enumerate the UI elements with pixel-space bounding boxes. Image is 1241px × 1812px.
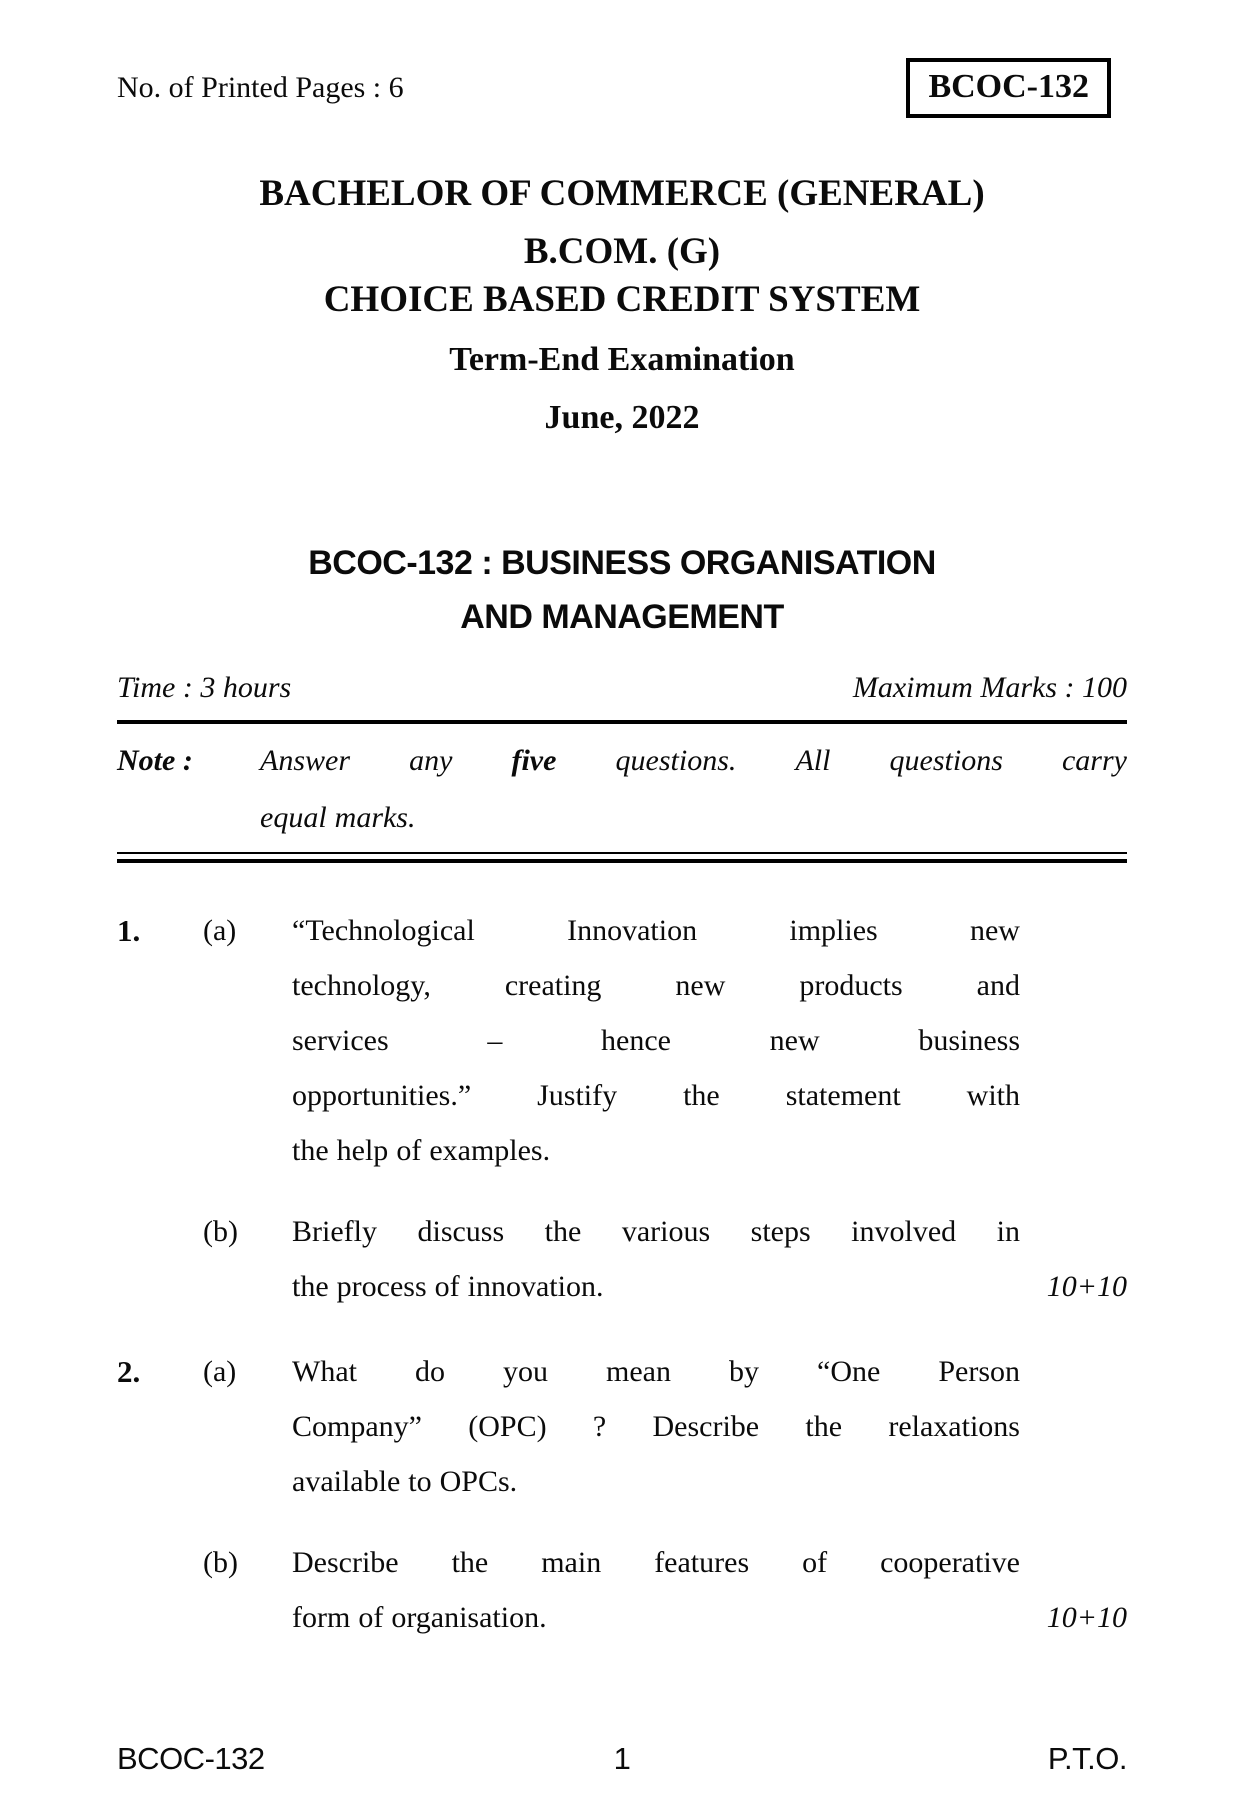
question-parts <box>203 903 1127 1314</box>
note-text <box>260 732 1127 846</box>
question-part <box>203 1344 1127 1509</box>
page-content <box>117 58 1127 1645</box>
time-allowed: Time : 3 hours <box>117 671 292 704</box>
subject-heading <box>117 536 1127 644</box>
part-text <box>292 903 1020 1178</box>
questions-list <box>117 903 1127 1645</box>
question-part <box>203 1535 1127 1645</box>
part-text-line: What do you mean by “One Person <box>292 1355 1020 1388</box>
part-text-line: form of organisation. <box>292 1601 547 1634</box>
note-line: equal marks. <box>260 801 416 834</box>
page-header <box>117 58 1127 118</box>
part-text-line: Describe the main features of cooperative <box>292 1546 1020 1579</box>
part-label: (a) <box>203 1355 237 1388</box>
exam-meta-row <box>117 668 1127 708</box>
page-footer <box>117 1740 1127 1778</box>
part-text <box>292 1204 1020 1314</box>
degree-title: BACHELOR OF COMMERCE (GENERAL) <box>259 173 985 214</box>
double-horizontal-rule <box>117 852 1127 863</box>
footer-page-number: 1 <box>613 1741 631 1776</box>
part-label: (b) <box>203 1546 238 1579</box>
part-label: (a) <box>203 914 237 947</box>
subject-line-2: AND MANAGEMENT <box>460 598 784 636</box>
exam-paper-page <box>0 58 1241 1812</box>
part-text-line: Company” (OPC) ? Describe the relaxations <box>292 1410 1020 1443</box>
course-code-box: BCOC-132 <box>906 58 1111 118</box>
printed-pages-label: No. of Printed Pages : 6 <box>117 71 404 104</box>
maximum-marks: Maximum Marks : 100 <box>852 671 1127 704</box>
credit-system-title: CHOICE BASED CREDIT SYSTEM <box>323 279 921 320</box>
subject-line-1: BCOC-132 : BUSINESS ORGANISATION <box>308 544 936 582</box>
footer-pto-label: P.T.O. <box>1047 1741 1128 1776</box>
note-section <box>117 732 1127 846</box>
part-text <box>292 1344 1020 1509</box>
question-number: 2. <box>117 1354 141 1389</box>
footer-course-code: BCOC-132 <box>117 1741 265 1776</box>
note-label: Note : <box>117 744 193 777</box>
part-text-line: the process of innovation. <box>292 1270 604 1303</box>
part-text-line: technology, creating new products and <box>292 969 1020 1002</box>
question-number: 1. <box>117 913 141 948</box>
question-part <box>203 903 1127 1178</box>
exam-type-title: Term-End Examination <box>449 341 795 378</box>
part-text-line: services – hence new business <box>292 1024 1020 1057</box>
degree-abbreviation: B.COM. (G) <box>523 231 721 272</box>
marks-value: 10+10 <box>1046 1270 1127 1303</box>
exam-session: June, 2022 <box>544 399 700 436</box>
marks-value: 10+10 <box>1046 1601 1127 1634</box>
question <box>117 903 1127 1314</box>
question-parts <box>203 1344 1127 1645</box>
part-label: (b) <box>203 1215 238 1248</box>
part-text-line: the help of examples. <box>292 1134 551 1167</box>
part-text-line: “Technological Innovation implies new <box>292 914 1020 947</box>
note-line: Answer any five questions. All questions carry <box>260 744 1127 777</box>
part-text-line: opportunities.” Justify the statement with <box>292 1079 1020 1112</box>
part-text-line: available to OPCs. <box>292 1465 518 1498</box>
question <box>117 1344 1127 1645</box>
title-block <box>117 170 1127 442</box>
horizontal-rule <box>117 720 1127 724</box>
part-text-line: Briefly discuss the various steps involved in <box>292 1215 1020 1248</box>
question-part <box>203 1204 1127 1314</box>
part-text <box>292 1535 1020 1645</box>
